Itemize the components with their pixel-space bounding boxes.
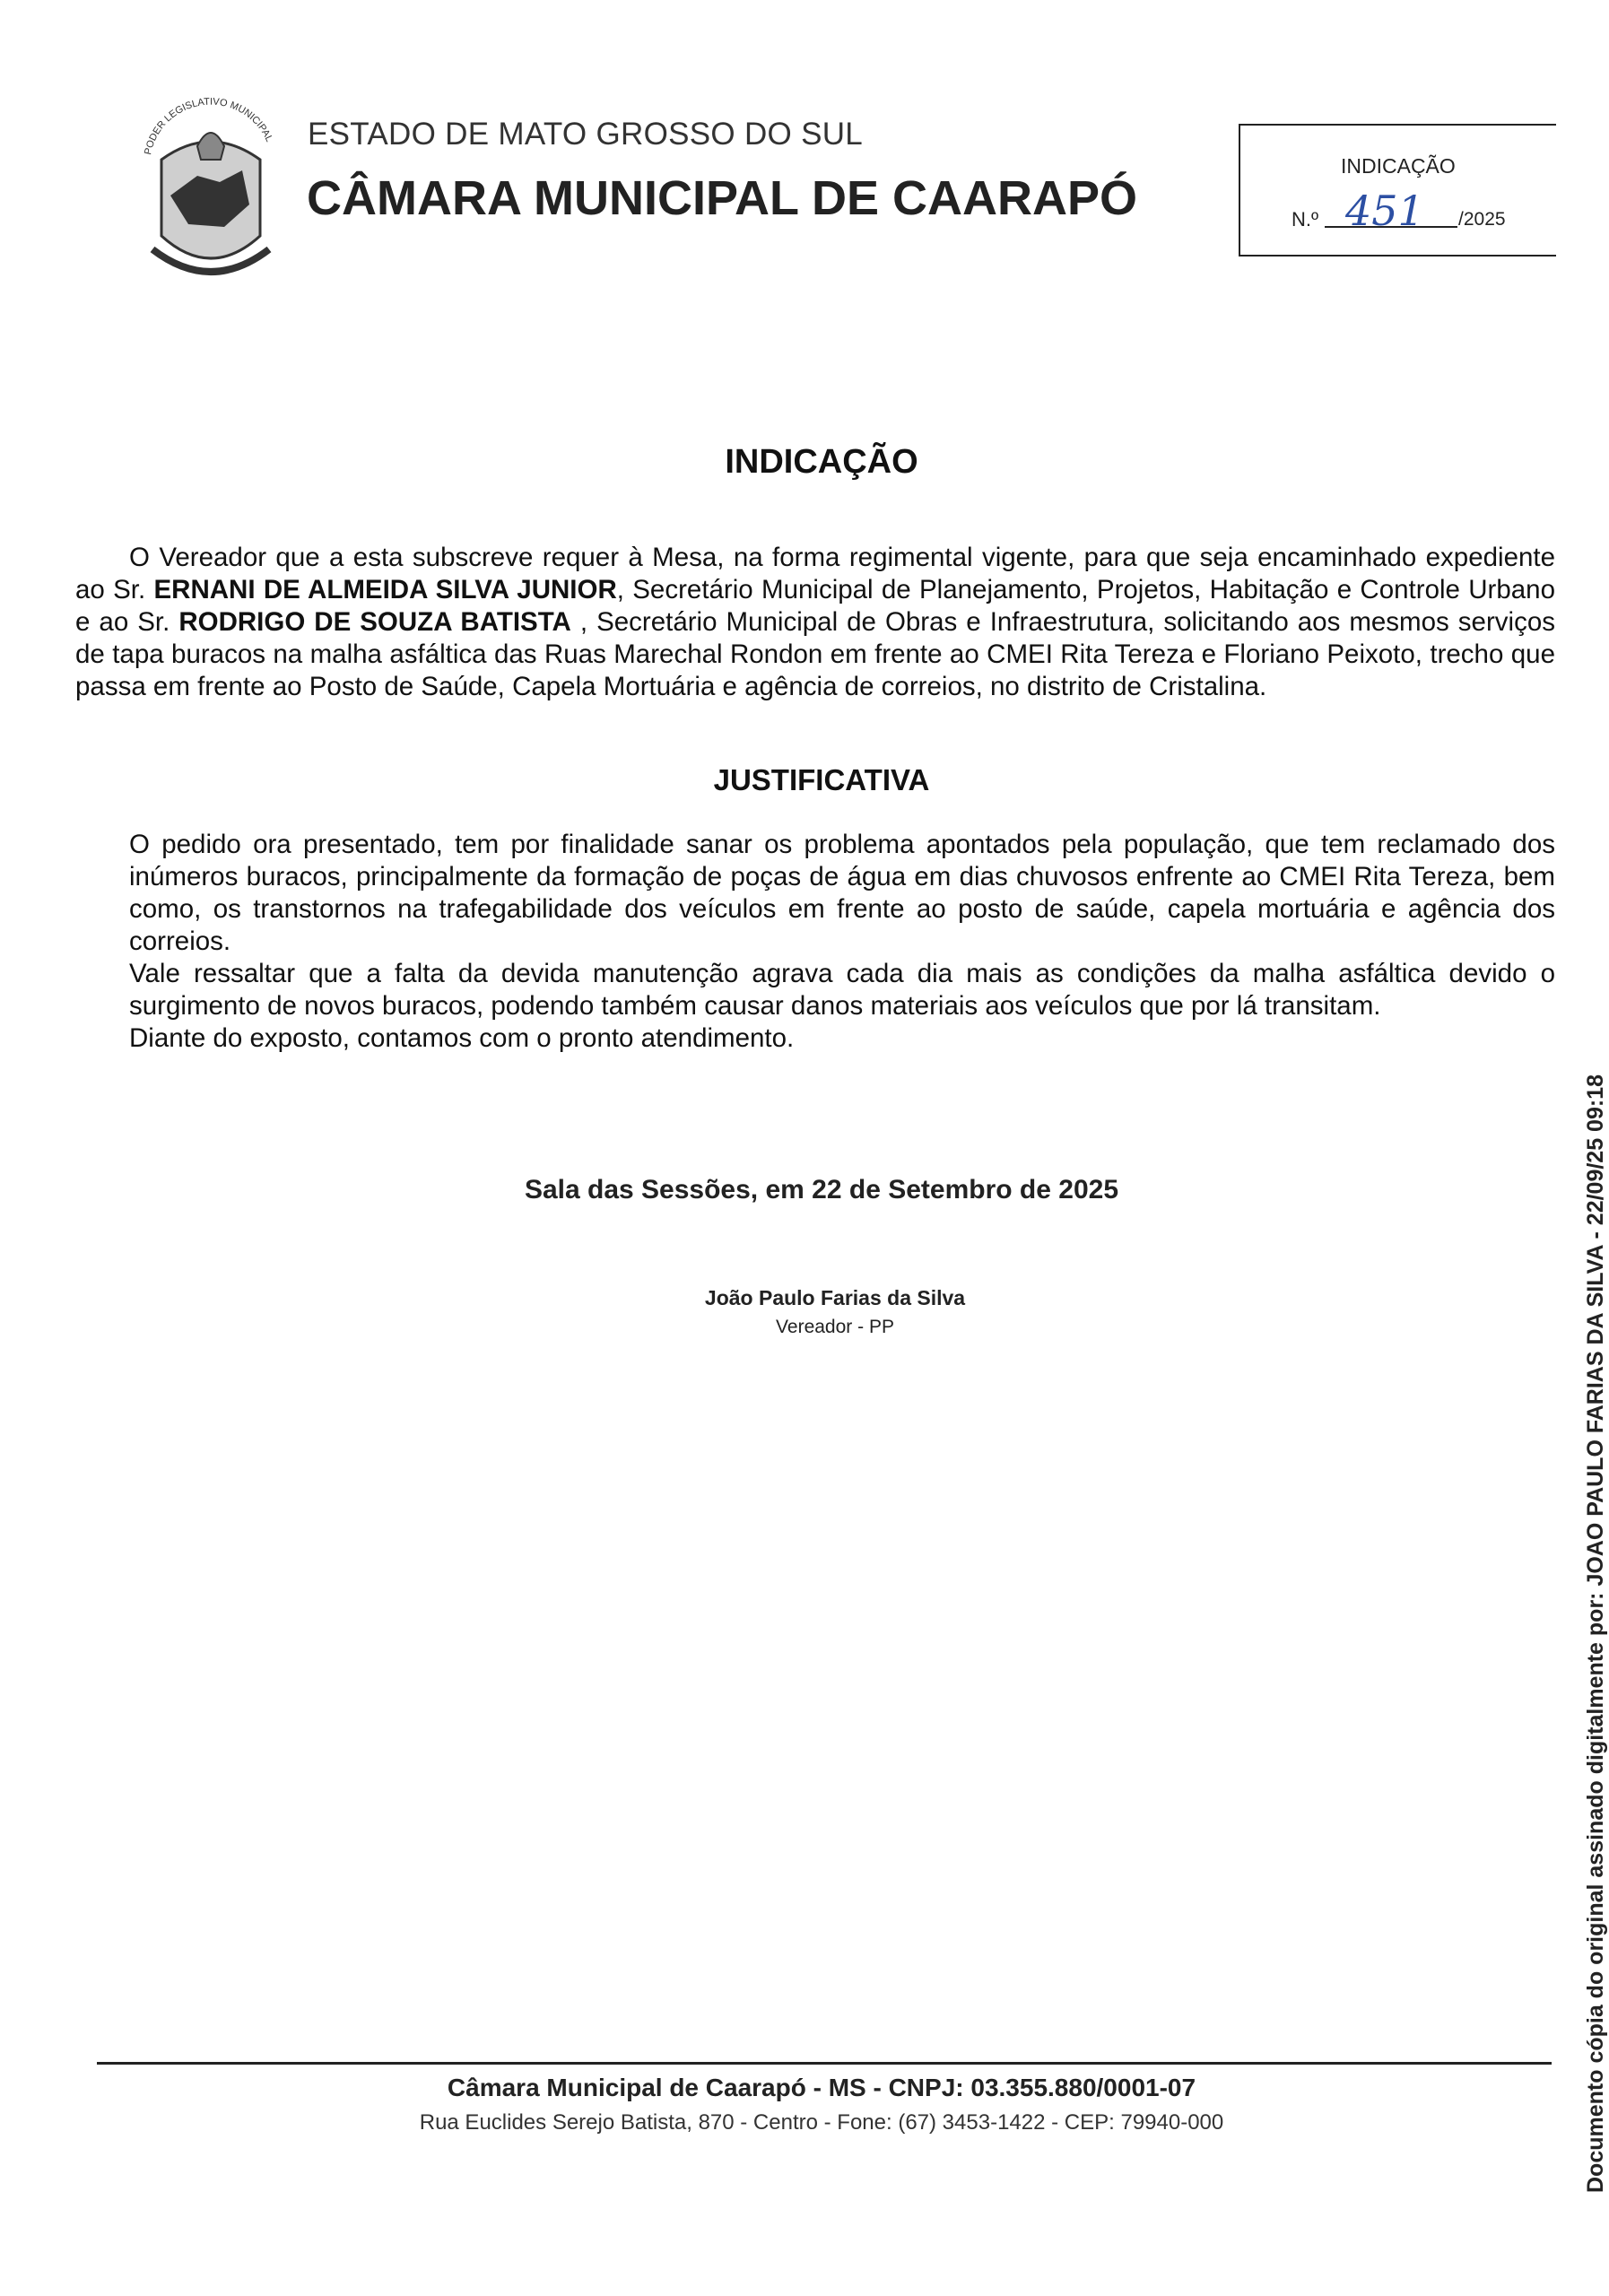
request-paragraph	[75, 542, 1555, 703]
footer-institution: Câmara Municipal de Caarapó - MS - CNPJ: 03.355.880/0001-07	[447, 2074, 1196, 2101]
recipient-name-2: RODRIGO DE SOUZA BATISTA	[178, 607, 571, 637]
chamber-name: CÂMARA MUNICIPAL DE CAARAPÓ	[307, 171, 1137, 225]
request-text-b: , Secretário Municipal de Planejamento, Projetos, Habitação e Controle Urbano e ao Sr.	[75, 575, 1555, 637]
justification-title: JUSTIFICATIVA	[713, 763, 930, 796]
handwritten-number: 451	[1345, 187, 1424, 235]
justification-body	[75, 829, 1555, 1055]
seal-lettering: PODER LEGISLATIVO MUNICIPAL	[143, 96, 275, 156]
request-text-c: , Secretário Municipal de Obras e Infraestrutura, solicitando aos mesmos serviços de tapa buracos na malha asfáltica das Ruas Marechal Rondon em frente ao CMEI Rita Tereza e Floriano Peixoto, trecho que passa em frente ao Posto de Saúde, Capela Mortuária e agência de correios, no distrito de Cristalina.	[75, 607, 1555, 701]
signer-role: Vereador - PP	[776, 1317, 894, 1337]
footer-divider	[97, 2062, 1552, 2065]
number-prefix: N.º	[1292, 208, 1319, 230]
document-title: INDICAÇÃO	[725, 443, 918, 481]
digital-signature-stamp: Documento cópia do original assinado digitalmente por: JOAO PAULO FARIAS DA SILVA - 22/09/25 09:18	[1583, 1074, 1608, 2193]
state-name: ESTADO DE MATO GROSSO DO SUL	[308, 117, 864, 152]
signer-name: João Paulo Farias da Silva	[704, 1286, 966, 1309]
justification-paragraph-1: O pedido ora presentado, tem por finalidade sanar os problema apontados pela população, que tem reclamado dos inúmeros buracos, principalmente da formação de poças de água em dias chuvosos enfrente ao CMEI Rita Tereza, bem como, os transtornos na trafegabilidade dos veículos em frente ao posto de saúde, capela mortuária e agência dos correios.	[129, 830, 1555, 956]
request-text-a: O Vereador que a esta subscreve requer à Mesa, na forma regimental vigente, para que seja encaminhado expediente ao Sr.	[75, 543, 1555, 604]
place-and-date: Sala das Sessões, em 22 de Setembro de 2025	[524, 1175, 1119, 1205]
municipal-seal	[135, 70, 287, 290]
recipient-name-1: ERNANI DE ALMEIDA SILVA JUNIOR	[153, 575, 617, 604]
indication-label: INDICAÇÃO	[1341, 154, 1456, 178]
footer-address: Rua Euclides Serejo Batista, 870 - Centro - Fone: (67) 3453-1422 - CEP: 79940-000	[419, 2110, 1224, 2135]
justification-paragraph-3: Diante do exposto, contamos com o pronto atendimento.	[129, 1023, 795, 1053]
number-year: /2025	[1458, 209, 1506, 230]
justification-paragraph-2: Vale ressaltar que a falta da devida manutenção agrava cada dia mais as condições da malha asfáltica devido o surgimento de novos buracos, podendo também causar danos materiais aos veículos que por lá transitam.	[129, 959, 1555, 1021]
